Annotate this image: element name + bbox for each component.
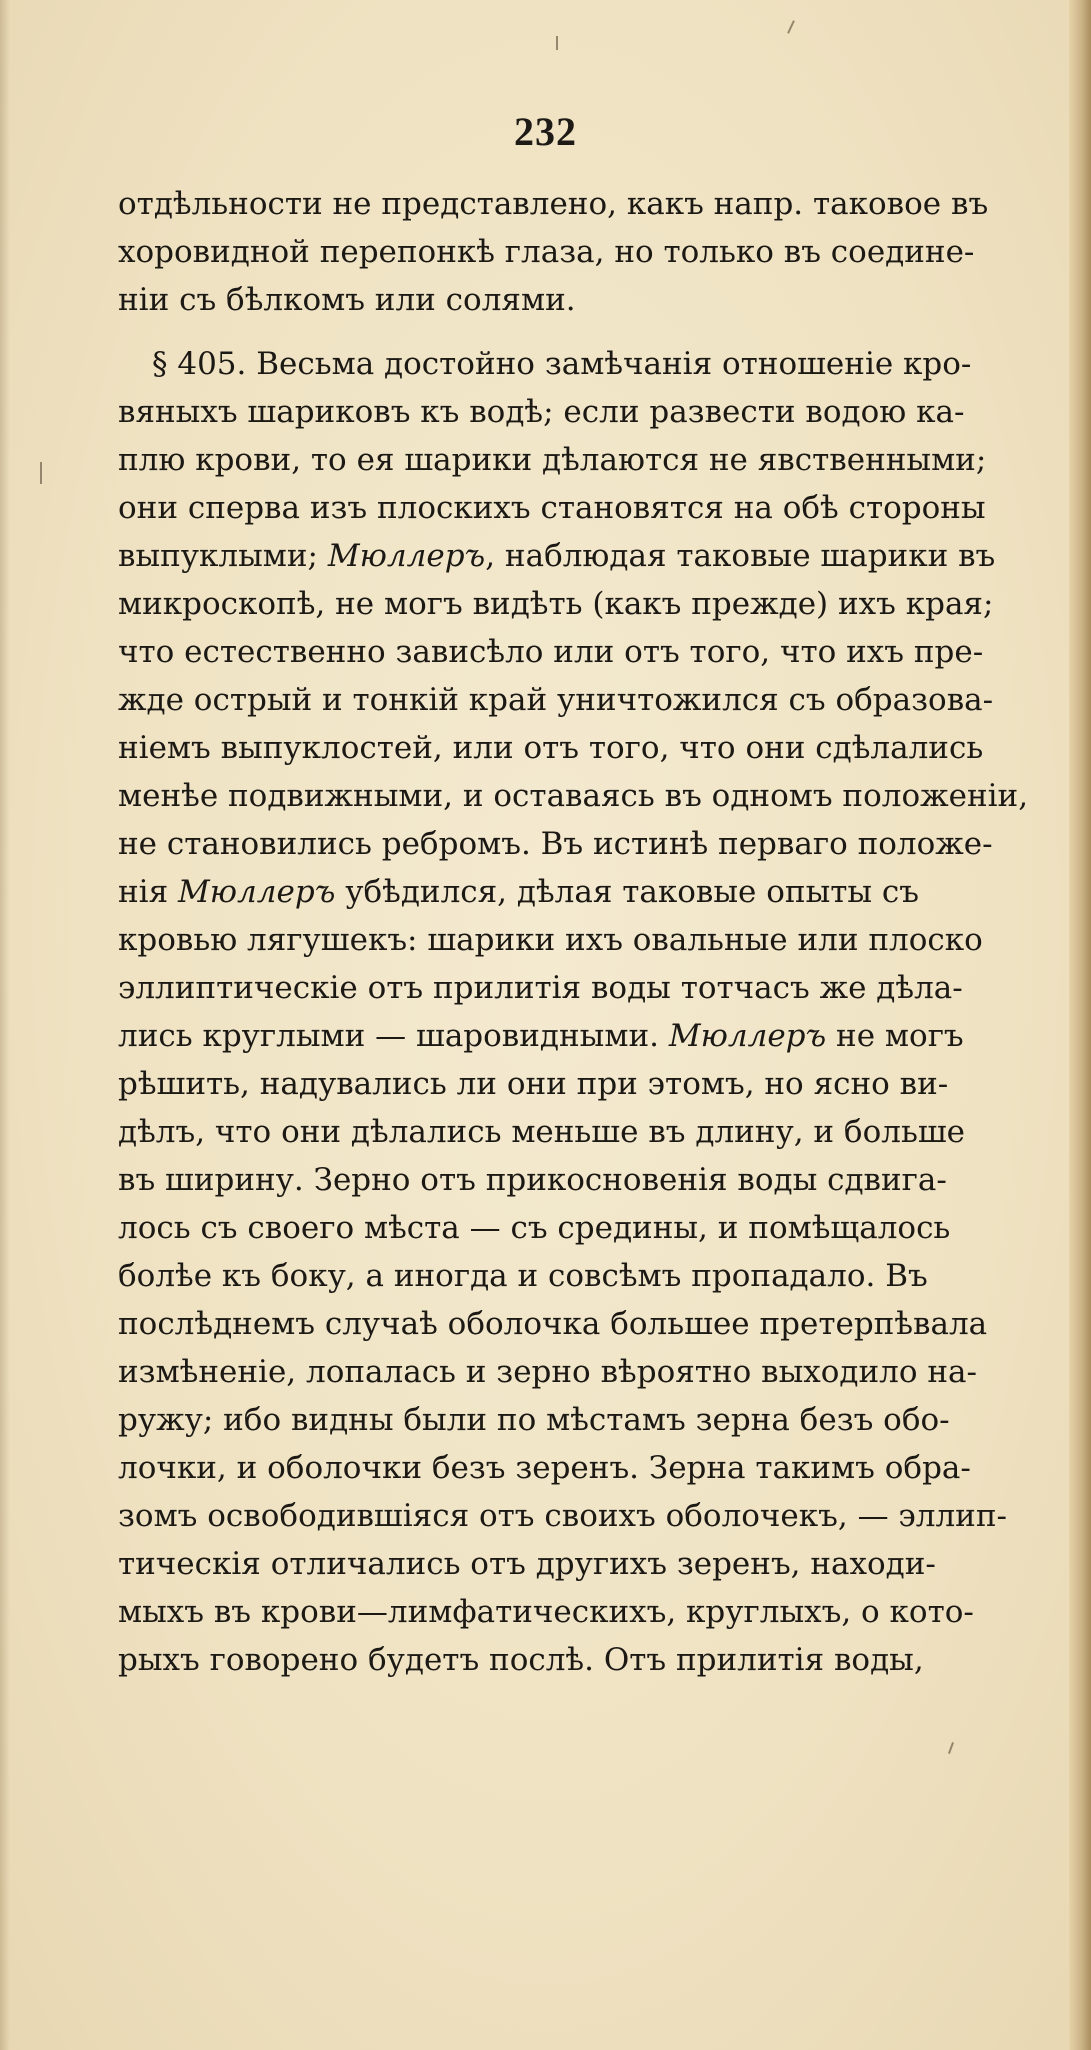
- text-line: [118, 1300, 1038, 1348]
- page-left-shadow: [0, 0, 10, 2050]
- text-segment: въ ширину. Зерно отъ прикосновенiя воды сдвига-: [118, 1162, 947, 1198]
- text-line: [118, 580, 1038, 628]
- text-line: [118, 1012, 1038, 1060]
- text-segment: рѣшить, надувались ли они при этомъ, но ясно ви-: [118, 1066, 949, 1102]
- text-line: [118, 532, 1038, 580]
- text-segment: отдѣльности не представлено, какъ напр. таковое въ: [118, 186, 989, 222]
- text-line: [118, 868, 1038, 916]
- text-segment: вяныхъ шариковъ къ водѣ; если развести водою ка-: [118, 394, 965, 430]
- stray-mark: [787, 20, 795, 34]
- page-right-edge: [1069, 0, 1091, 2050]
- stray-mark: [556, 36, 558, 50]
- text-segment: лось съ своего мѣста — съ средины, и помѣщалось: [118, 1210, 951, 1246]
- text-segment: , наблюдая таковые шарики въ: [485, 538, 996, 574]
- stray-mark: [40, 462, 42, 484]
- text-segment: не могъ: [826, 1018, 964, 1054]
- text-segment: § 405. Весьма достойно замѣчанiя отношенiе кро-: [152, 346, 972, 382]
- text-line: [118, 1444, 1038, 1492]
- text-segment: не становились ребромъ. Въ истинѣ перваго положе-: [118, 826, 993, 862]
- text-segment: что естественно зависѣло или отъ того, что ихъ пре-: [118, 634, 984, 670]
- text-segment: плю крови, то ея шарики дѣлаются не явственными;: [118, 442, 987, 478]
- text-segment: рыхъ говорено будетъ послѣ. Отъ прилитiя воды,: [118, 1642, 924, 1678]
- text-line: [118, 820, 1038, 868]
- text-line: [118, 276, 1038, 324]
- text-line: [118, 1108, 1038, 1156]
- text-segment: зомъ освободившiяся отъ своихъ оболочекъ, — эллип-: [118, 1498, 1007, 1534]
- text-line: [118, 180, 1038, 228]
- text-line: [118, 436, 1038, 484]
- author-name-italic: Мюллеръ: [327, 538, 486, 574]
- body-text: [118, 180, 1038, 1684]
- text-line: [118, 1492, 1038, 1540]
- text-line: [118, 1348, 1038, 1396]
- text-segment: нiемъ выпуклостей, или отъ того, что они сдѣлались: [118, 730, 984, 766]
- text-segment: они сперва изъ плоскихъ становятся на обѣ стороны: [118, 490, 986, 526]
- text-line: [118, 1252, 1038, 1300]
- text-line: [118, 964, 1038, 1012]
- text-segment: менѣе подвижными, и оставаясь въ одномъ положенiи,: [118, 778, 1029, 814]
- paragraph-gap: [118, 324, 1038, 340]
- text-line: [118, 772, 1038, 820]
- text-segment: послѣднемъ случаѣ оболочка большее претерпѣвала: [118, 1306, 988, 1342]
- text-line: [118, 1156, 1038, 1204]
- text-line: [118, 628, 1038, 676]
- text-line: [118, 484, 1038, 532]
- text-segment: нiя: [118, 874, 178, 910]
- text-line: [118, 340, 1038, 388]
- text-line: [118, 1204, 1038, 1252]
- text-line: [118, 1540, 1038, 1588]
- text-line: [118, 676, 1038, 724]
- text-segment: тическiя отличались отъ другихъ зеренъ, находи-: [118, 1546, 936, 1582]
- text-line: [118, 1060, 1038, 1108]
- text-line: [118, 1396, 1038, 1444]
- stray-mark: [948, 1742, 954, 1754]
- text-segment: измѣненiе, лопалась и зерно вѣроятно выходило на-: [118, 1354, 977, 1390]
- text-segment: убѣдился, дѣлая таковые опыты съ: [335, 874, 920, 910]
- text-segment: мыхъ въ крови—лимфатическихъ, круглыхъ, о кото-: [118, 1594, 974, 1630]
- text-segment: дѣлъ, что они дѣлались меньше въ длину, и больше: [118, 1114, 965, 1150]
- text-line: [118, 388, 1038, 436]
- text-line: [118, 228, 1038, 276]
- text-segment: микроскопѣ, не могъ видѣть (какъ прежде) ихъ края;: [118, 586, 994, 622]
- text-line: [118, 724, 1038, 772]
- text-segment: эллиптическiе отъ прилитiя воды тотчасъ же дѣла-: [118, 970, 963, 1006]
- text-line: [118, 916, 1038, 964]
- text-segment: болѣе къ боку, а иногда и совсѣмъ пропадало. Въ: [118, 1258, 928, 1294]
- text-segment: жде острый и тонкiй край уничтожился съ образова-: [118, 682, 994, 718]
- text-line: [118, 1636, 1038, 1684]
- text-segment: лись круглыми — шаровидными.: [118, 1018, 669, 1054]
- text-segment: ружу; ибо видны были по мѣстамъ зерна безъ обо-: [118, 1402, 950, 1438]
- text-segment: нiи съ бѣлкомъ или солями.: [118, 282, 576, 318]
- page-number: 232: [514, 109, 577, 154]
- text-segment: выпуклыми;: [118, 538, 328, 574]
- text-segment: лочки, и оболочки безъ зеренъ. Зерна такимъ обра-: [118, 1450, 971, 1486]
- author-name-italic: Мюллеръ: [668, 1018, 827, 1054]
- author-name-italic: Мюллеръ: [178, 874, 336, 910]
- text-line: [118, 1588, 1038, 1636]
- text-segment: кровью лягушекъ: шарики ихъ овальные или плоско: [118, 922, 983, 958]
- text-segment: хоровидной перепонкѣ глаза, но только въ соедине-: [118, 234, 975, 270]
